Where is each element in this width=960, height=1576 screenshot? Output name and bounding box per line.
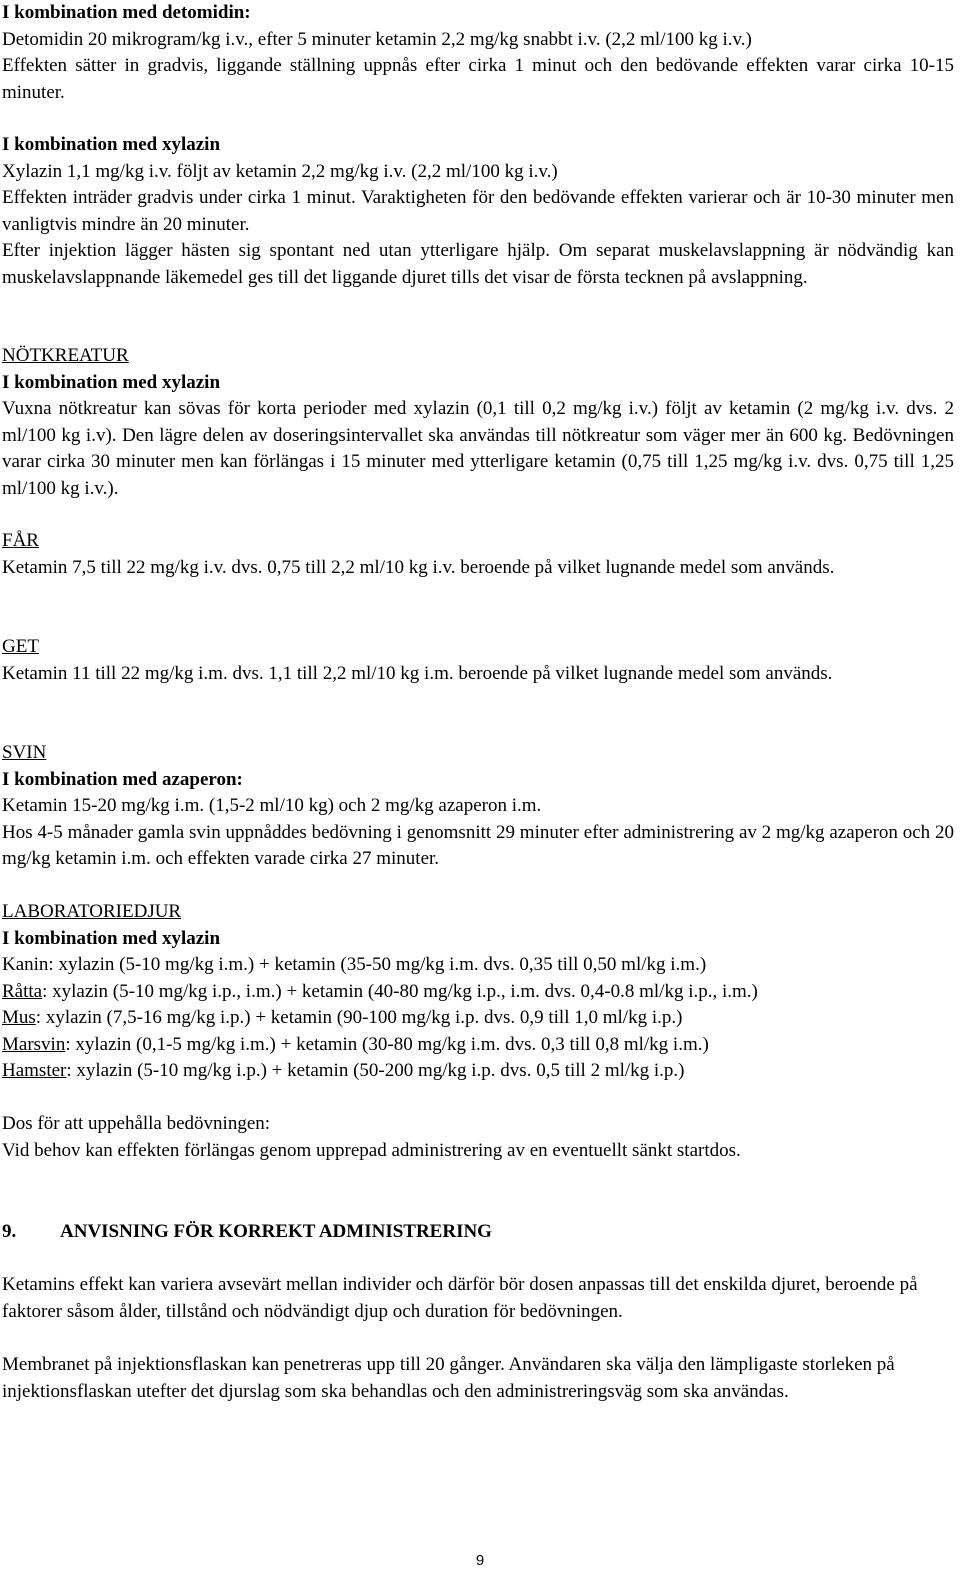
paragraph: Membranet på injektionsflaskan kan penetreras upp till 20 gånger. Användaren ska välja den lämpligaste storleken på injektionsflaskan utefter det djurslag som ska behandlas och den administreringsväg som ska användas. [2,1354,895,1402]
section-heading: I kombination med azaperon: [2,768,243,790]
marsvin-line [2,1032,954,1059]
xylazin-horse-section [2,132,954,291]
species-title: LABORATORIEDJUR [2,901,182,922]
ratta-line [2,979,954,1006]
far-section [2,528,954,581]
paragraph: Vuxna nötkreatur kan sövas för korta perioder med xylazin (0,1 till 0,2 mg/kg i.v.) följt av ketamin (2 mg/kg i.v. dvs. 2 ml/100 kg i.v). Den lägre delen av doseringsintervallet ska användas till nötkreatur som väger mer än 600 kg. Bedövningen varar cirka 30 minuter men kan förlängas i 15 minuter med ytterligare ketamin (0,75 till 1,25 mg/kg i.v. dvs. 0,75 till 1,25 ml/100 kg i.v.). [2,398,954,499]
paragraph: Efter injektion lägger hästen sig spontant ned utan ytterligare hjälp. Om separat muskelavslappning är nödvändig kan muskelavslappnande läkemedel ges till det liggande djuret tills det visar de första tecknen på avslappning. [2,240,954,288]
section-heading: I kombination med detomidin: [2,2,251,23]
dose-line: Ketamin 15-20 mg/kg i.m. (1,5-2 ml/10 kg) och 2 mg/kg azaperon i.m. [2,795,542,816]
mus-line [2,1005,954,1032]
section-number: 9. [2,1221,17,1242]
animal-dose: : xylazin (0,1-5 mg/kg i.m.) + ketamin (30-80 mg/kg i.m. dvs. 0,3 till 0,8 ml/kg i.m.) [65,1033,709,1055]
section-9-body [2,1272,954,1325]
animal-label: Råtta [2,980,43,1002]
lab-section [2,899,954,1085]
animal-dose: : xylazin (7,5-16 mg/kg i.p.) + ketamin (90-100 mg/kg i.p. dvs. 0,9 till 1,0 ml/kg i.p.) [35,1007,683,1028]
dos-section [2,1111,954,1164]
paragraph: Vid behov kan effekten förlängas genom upprepad administrering av en eventuellt sänkt startdos. [2,1139,741,1161]
detomidin-section [2,0,954,106]
animal-dose: : xylazin (5-10 mg/kg i.p.) + ketamin (50-200 mg/kg i.p. dvs. 0,5 till 2 ml/kg i.p.) [66,1060,685,1081]
animal-label: Hamster [2,1060,67,1081]
section-title: ANVISNING FÖR KORREKT ADMINISTRERING [60,1221,492,1242]
section-9-heading [2,1219,954,1246]
paragraph: Effekten sätter in gradvis, liggande ställning uppnås efter cirka 1 minut och den bedövande effekten varar cirka 10-15 minuter. [2,55,954,103]
species-title: GET [2,636,39,657]
animal-dose: : xylazin (5-10 mg/kg i.p., i.m.) + ketamin (40-80 mg/kg i.p., i.m. dvs. 0,4-0.8 ml/kg i.p., i.m.) [42,980,758,1002]
species-title: NÖTKREATUR [2,345,129,366]
get-section [2,634,954,687]
animal-label: Marsvin [2,1033,66,1055]
dose-line: Xylazin 1,1 mg/kg i.v. följt av ketamin 2,2 mg/kg i.v. (2,2 ml/100 kg i.v.) [2,160,558,182]
page-number: 9 [475,1552,485,1569]
hamster-line [2,1058,954,1085]
kanin-line: Kanin: xylazin (5-10 mg/kg i.m.) + ketamin (35-50 mg/kg i.m. dvs. 0,35 till 0,50 ml/kg i.m.) [2,954,707,975]
section-heading: I kombination med xylazin [2,371,221,393]
section-9-body-2 [2,1352,954,1405]
species-title: FÅR [2,530,39,551]
section-heading: Dos för att uppehålla bedövningen: [2,1113,271,1134]
paragraph: Ketamins effekt kan variera avsevärt mellan individer och därför bör dosen anpassas till det enskilda djuret, beroende på faktorer såsom ålder, tillstånd och nödvändigt djup och duration för bedövningen. [2,1274,918,1322]
svin-section [2,740,954,873]
paragraph: Ketamin 11 till 22 mg/kg i.m. dvs. 1,1 till 2,2 ml/10 kg i.m. beroende på vilket lugnande medel som används. [2,662,833,684]
animal-label: Mus [2,1007,36,1028]
paragraph: Ketamin 7,5 till 22 mg/kg i.v. dvs. 0,75 till 2,2 ml/10 kg i.v. beroende på vilket lugnande medel som används. [2,556,835,578]
paragraph: Hos 4-5 månader gamla svin uppnåddes bedövning i genomsnitt 29 minuter efter administrering av 2 mg/kg azaperon och 20 mg/kg ketamin i.m. och effekten varade cirka 27 minuter. [2,821,954,869]
notkreatur-section [2,343,954,502]
section-heading: I kombination med xylazin [2,927,221,949]
dose-line: Detomidin 20 mikrogram/kg i.v., efter 5 minuter ketamin 2,2 mg/kg snabbt i.v. (2,2 ml/100 kg i.v.) [2,28,752,50]
species-title: SVIN [2,742,47,763]
paragraph: Effekten inträder gradvis under cirka 1 minut. Varaktigheten för den bedövande effekten varierar och är 10-30 minuter men vanligtvis mindre än 20 minuter. [2,187,954,235]
section-heading: I kombination med xylazin [2,134,221,155]
